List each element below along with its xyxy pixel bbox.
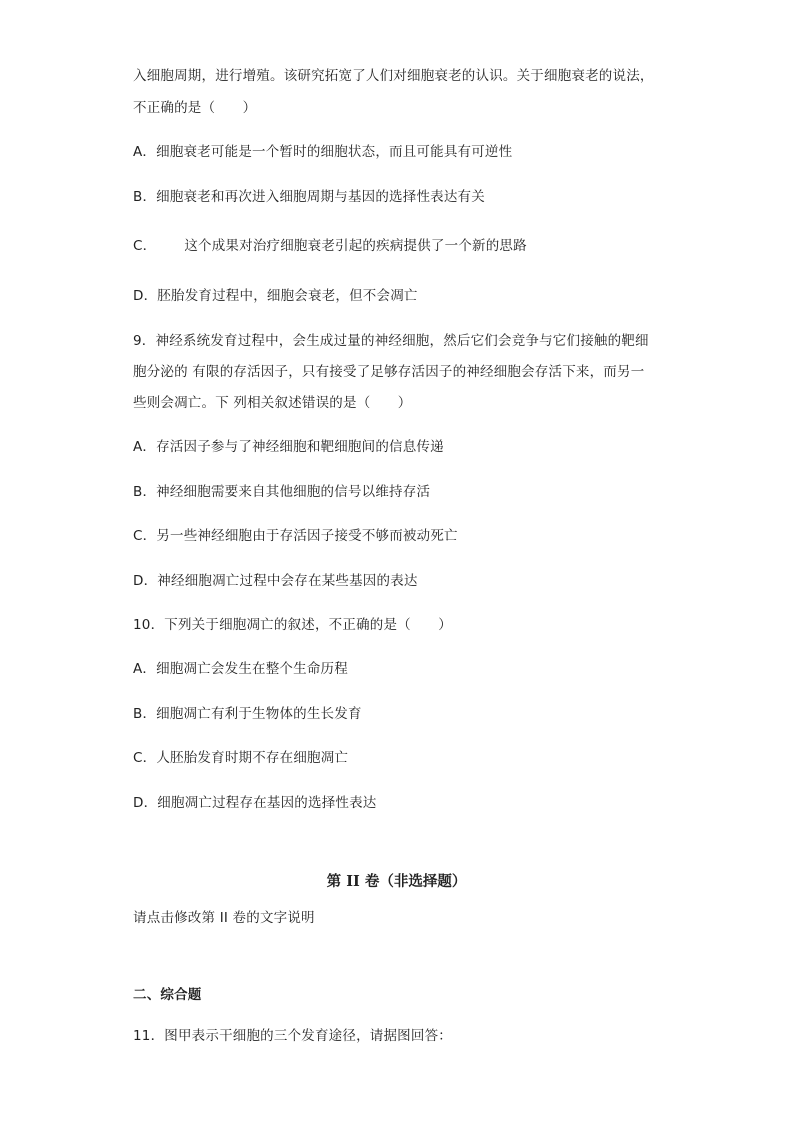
q8-option-a: A．细胞衰老可能是一个暂时的细胞状态，而且可能具有可逆性 (133, 144, 513, 160)
q9-stem-line-1: 9．神经系统发育过程中，会生成过量的神经细胞，然后它们会竞争与它们接触的靶细 (133, 333, 649, 349)
q10-option-b: B．细胞凋亡有利于生物体的生长发育 (133, 706, 362, 722)
q9-option-b: B．神经细胞需要来自其他细胞的信号以维持存活 (133, 484, 431, 500)
q9-stem-line-2: 胞分泌的 有限的存活因子，只有接受了足够存活因子的神经细胞会存活下来，而另一 (133, 364, 645, 380)
q8-option-d: D．胚胎发育过程中，细胞会衰老，但不会凋亡 (133, 288, 418, 304)
q11-stem: 11．图甲表示干细胞的三个发育途径，请据图回答： (133, 1028, 452, 1044)
q10-option-c: C．人胚胎发育时期不存在细胞凋亡 (133, 750, 349, 766)
section-2-heading: 二、综合题 (133, 987, 202, 1003)
q8-option-c-letter: C． (133, 238, 157, 254)
q8-stem-line-1: 入细胞周期，进行增殖。该研究拓宽了人们对细胞衰老的认识。关于细胞衰老的说法， (133, 68, 654, 84)
q10-option-d: D．细胞凋亡过程存在基因的选择性表达 (133, 795, 377, 811)
part-2-title: 第 II 卷（非选择题） (326, 873, 467, 890)
q8-stem-line-2: 不正确的是（ ） (133, 100, 257, 116)
part-2-note[interactable]: 请点击修改第 II 卷的文字说明 (133, 910, 315, 926)
q8-option-c (133, 236, 673, 256)
q9-option-c: C．另一些神经细胞由于存活因子接受不够而被动死亡 (133, 528, 458, 544)
q9-stem-line-3: 些则会凋亡。下 列相关叙述错误的是（ ） (133, 395, 412, 411)
q10-stem: 10．下列关于细胞凋亡的叙述，不正确的是（ ） (133, 617, 452, 633)
q9-option-a: A．存活因子参与了神经细胞和靶细胞间的信息传递 (133, 439, 444, 455)
q8-option-c-text: 这个成果对治疗细胞衰老引起的疾病提供了一个新的思路 (184, 238, 527, 254)
q10-option-a: A．细胞凋亡会发生在整个生命历程 (133, 661, 348, 677)
q8-option-b: B．细胞衰老和再次进入细胞周期与基因的选择性表达有关 (133, 189, 485, 205)
q9-option-d: D．神经细胞凋亡过程中会存在某些基因的表达 (133, 573, 418, 589)
